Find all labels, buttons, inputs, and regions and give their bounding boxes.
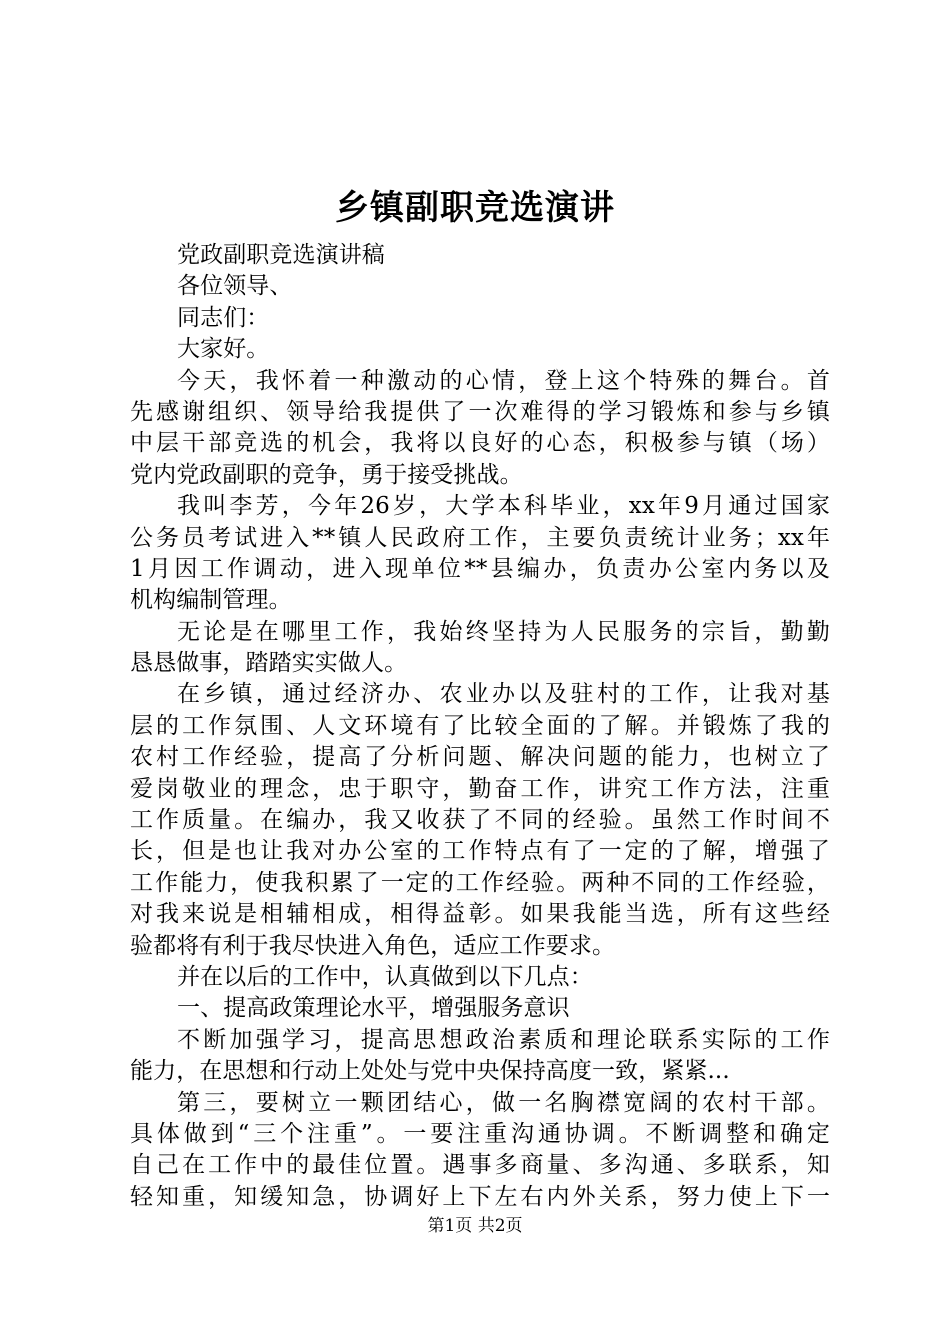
text-line: 并在以后的工作中，认真做到以下几点： [177,963,593,990]
text-line: 无论是在哪里工作，我始终坚持为人民服务的宗旨，勤勤 [177,618,830,645]
text-line: 轻知重，知缓知急，协调好上下左右内外关系，努力使上下一 [130,1183,830,1210]
text-line: 层的工作氛围、人文环境有了比较全面的了解。并锻炼了我的 [130,712,830,739]
text-line: 不断加强学习，提高思想政治素质和理论联系实际的工作 [177,1026,830,1053]
page-footer: 第1页 共2页 [427,1216,523,1236]
text-line: 中层干部竞选的机会，我将以良好的心态，积极参与镇（场） [130,430,830,457]
text-line: 恳恳做事，踏踏实实做人。 [130,650,408,677]
text-line: 能力，在思想和行动上处处与党中央保持高度一致，紧紧... [130,1058,730,1085]
text-line: 党政副职竞选演讲稿 [177,242,385,268]
text-line: 同志们： [177,304,270,331]
document-title: 乡镇副职竞选演讲 [335,188,615,228]
text-line: 公务员考试进入**镇人民政府工作，主要负责统计业务；xx年 [130,524,830,551]
text-line: 机构编制管理。 [130,587,292,614]
text-line: 具体做到“三个注重”。一要注重沟通协调。不断调整和确定 [130,1120,830,1147]
text-line: 爱岗敬业的理念，忠于职守，勤奋工作，讲究工作方法，注重 [130,775,830,802]
document-body [130,240,830,1213]
text-line: 一、提高政策理论水平，增强服务意识 [177,995,570,1022]
text-line: 各位领导、 [177,273,293,300]
text-line: 长，但是也让我对办公室的工作特点有了一定的了解，增强了 [130,838,830,865]
text-line: 党内党政副职的竞争，勇于接受挑战。 [130,461,523,488]
text-line: 验都将有利于我尽快进入角色，适应工作要求。 [130,932,616,959]
text-line: 在乡镇，通过经济办、农业办以及驻村的工作，让我对基 [177,681,830,708]
text-line: 第三，要树立一颗团结心，做一名胸襟宽阔的农村干部。 [177,1089,830,1116]
text-line: 自己在工作中的最佳位置。遇事多商量、多沟通、多联系，知 [130,1152,830,1179]
text-line: 大家好。 [177,336,270,363]
text-line: 1月因工作调动，进入现单位**县编办，负责办公室内务以及 [130,555,830,582]
text-line: 工作质量。在编办，我又收获了不同的经验。虽然工作时间不 [130,807,830,834]
text-line: 工作能力，使我积累了一定的工作经验。两种不同的工作经验， [130,869,830,896]
text-line: 今天，我怀着一种激动的心情，登上这个特殊的舞台。首 [177,367,830,394]
text-line: 农村工作经验，提高了分析问题、解决问题的能力，也树立了 [130,744,830,771]
text-line: 先感谢组织、领导给我提供了一次难得的学习锻炼和参与乡镇 [130,398,830,425]
text-line: 对我来说是相辅相成，相得益彰。如果我能当选，所有这些经 [130,901,830,928]
text-line: 我叫李芳，今年26岁，大学本科毕业，xx年9月通过国家 [177,493,830,520]
